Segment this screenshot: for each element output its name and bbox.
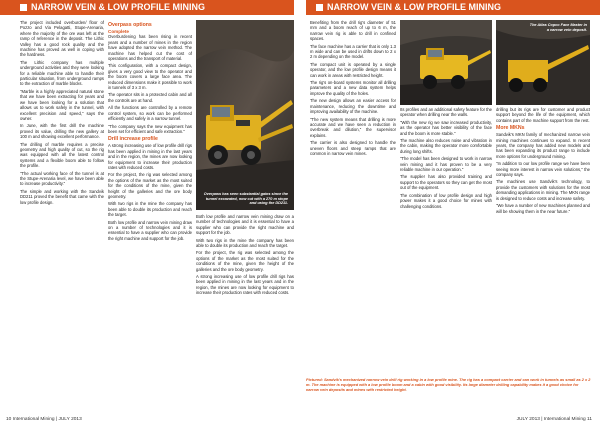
paragraph: For the project, the rig was selected among the options of the market as the most suited for the conditions of the mine, given the height of the galleries and the ore body geometry.: [196, 250, 294, 272]
drill-rig-illustration: [196, 20, 294, 210]
page-header-left: [0, 0, 294, 15]
drill-rig-photo-left: [196, 20, 294, 210]
paragraph: "We have a number of new machines planned and will be showing them in the near future.": [496, 203, 590, 214]
paragraph: A strong increasing use of low profile drill rigs has been applied in mining in the last years and in the region, the mines are now looking for equipment to increase their production rates with reduced costs.: [108, 143, 192, 170]
paragraph: The face machine has a carrier that is only 1.3 m wide and can be used in drifts down to 2 x 2 m depending on the model.: [310, 43, 396, 60]
paragraph: The carrier is also designed to handle the uneven floors and steep ramps that are common in narrow vein mines.: [310, 140, 396, 156]
paragraph: For the project, the rig was selected among the options of the market as the most suited for the conditions of the mine, given the height of the galleries and the ore body geometry.: [108, 172, 192, 199]
subheading: More MKNs: [496, 125, 525, 132]
right-column-3: [496, 107, 590, 375]
paragraph: The simple and working with the Sandvik DD211 proved the benefit that came with the low profile design.: [20, 188, 104, 205]
subheading: Drill increase profile: [108, 136, 158, 143]
paragraph: "In addition to our low profile range we have been seeing more interest in narrow vein solutions," the company says.: [496, 161, 590, 178]
paragraph: The machine also reduces noise and vibration in the cabin, making the operator more comfortable during long shifts.: [400, 138, 492, 154]
subheading: Overpass options: [108, 22, 152, 28]
paragraph: A strong increasing use of low profile drill rigs has been applied in mining in the last years and in the region, the mines are now looking for equipment to increase their production rates with reduced costs.: [196, 274, 294, 296]
right-column-2: [400, 107, 492, 375]
header-title-right: NARROW VEIN & LOW PROFILE MINING: [327, 2, 501, 12]
paragraph: The new design allows an easier access for maintenance, reducing the downtime and improving availability of the machine.: [310, 98, 396, 115]
left-column-1: [20, 20, 104, 410]
paragraph: The compact unit is operated by a single operator, and the low profile design means it can work in areas with restricted height.: [310, 61, 396, 78]
face-master-illustration: [400, 20, 492, 105]
paragraph: "Marble is a highly appreciated natural stone that we have been extracting for years and we have been looking for a solution that allows us to work safely in the tunnel, with excellent precision and speed," says the owner.: [20, 88, 104, 121]
page-header-right: [306, 0, 600, 15]
paragraph: This configuration, with a compact design, gives a very good view to the operator and the boom covers a large face area. The reduced dimensions make it possible to work in tunnels of 3 x 3 m.: [108, 63, 192, 91]
drill-rig-photo-right-2: [496, 20, 590, 105]
paragraph: drilling but its rigs are for customer and product support beyond the life of the equipment, which contains part of the machine support from the rest.: [496, 107, 590, 123]
right-column-1: [310, 20, 396, 375]
footer-right: JULY 2013 | International Mining 11: [516, 417, 592, 422]
header-square-icon: [20, 4, 27, 11]
paragraph: The machines use Sandvik's technology, to provide the customers with solutions for the most demanding applications in mining. The MKN range is designed to reduce costs and increase safety.: [496, 179, 590, 201]
paragraph: The drilling of marble requires a precise geometry and high quality of cut, so the rig was equipped with all the latest control systems and a flexible boom able to follow the profile.: [20, 141, 104, 169]
bottom-caption: Pictured: Sandvik's mechanized narrow vein drill rig working in a low profile mine. The rig has a compact carrier and can work in tunnels as small as 2 x 2 m. The machine is equipped with a low profile boom and a cabin with good visibility. Its large diameter drilling capability makes it a good choice for narrow vein deposits and mines with restricted height.: [306, 377, 591, 392]
paragraph: With two rigs in the mine the company has been able to double its production and reach the target.: [196, 237, 294, 249]
header-square-icon: [316, 4, 323, 11]
photo-caption-left: Overpass has seen substantial gains since the tunnel excavated, now cut with a 270 m stope and using the DD211.: [203, 192, 288, 206]
paragraph: The supplier has also provided training and support to the operators so they can get the most out of the equipment.: [400, 174, 492, 191]
left-column-2: [108, 20, 192, 410]
paragraph: All the functions are controlled by a remote control system, so work can be performed efficiently and safely in a narrow tunnel.: [108, 105, 192, 122]
paragraph: In June, with the first drill the machine proved its value, drilling the new gallery at 100 m and showing excellent performance.: [20, 123, 104, 140]
header-title-left: NARROW VEIN & LOW PROFILE MINING: [31, 2, 205, 12]
paragraph: "The actual working face of the tunnel is at the Stupe-Arenaria level, we have been able to increase productivity.": [20, 170, 104, 187]
paragraph: "The new system means that drilling is more accurate and we have seen a reduction in overbreak and dilution," the supervisor explains.: [310, 116, 396, 138]
photo-caption-right: The Atlas Copco Face Master in a narrow vein deposit.: [529, 23, 587, 32]
paragraph: "The company says the new equipment has been set for efficient and safe extraction.": [108, 123, 192, 134]
paragraph: The rig's on-board systems monitor all drilling parameters and a new data system helps improve the quality of the holes.: [310, 80, 396, 96]
paragraph: With two rigs in the mine the company has been able to double its production and reach the target.: [108, 201, 192, 218]
paragraph: The operator sits in a protected cabin and all the controls are at hand.: [108, 92, 192, 103]
paragraph: Sandvik's MKN family of mechanized narrow vein mining machines continues to expand. In recent years, the company has added new models and has been expanding its product range to include more options for underground mining.: [496, 132, 590, 159]
paragraph: "With the new rig we saw increased productivity, as the operator has better visibility of the face and the boom is more stable.": [400, 119, 492, 136]
paragraph: Its profiles and an additional safety feature for the operator when drilling near the walls.: [400, 107, 492, 118]
left-column-3-continued: [196, 214, 294, 410]
page-gutter: [294, 0, 306, 425]
subheading-small: Complete: [108, 29, 129, 34]
paragraph: Both low profile and narrow vein mining draw on a number of technologies and it is essential to have a supplier who can provide the right machine and support for the job.: [196, 214, 294, 236]
paragraph: The combination of low profile design and high power makes it a good choice for mines with challenging conditions.: [400, 192, 492, 209]
paragraph: "The model has been designed to work in narrow vein mining and it has proven to be a very reliable machine in our operation.": [400, 156, 492, 173]
narrow-vein-illustration: [496, 20, 590, 105]
footer-left: 10 International Mining | JULY 2013: [6, 417, 82, 422]
paragraph: Benefiting from the drill rig's diameter of 51 mm and a boom reach of up to 6 m, the narrow vein rig is able to drill in confined spaces.: [310, 20, 396, 42]
paragraph: Overburdening has been rising in recent years and a number of mines in the region have adopted the narrow vein method. The machine has helped cut the cost of operations and the transport of material.: [108, 34, 192, 62]
paragraph: Both low profile and narrow vein mining draw on a number of technologies and it is essential to have a supplier who can provide the right machine and support for the job.: [108, 219, 192, 241]
paragraph: The Lithic company has multiple underground activities and they were looking for a reliable machine able to handle their particular situation, from underground ramps to the extraction of marble blocks.: [20, 59, 104, 87]
drill-rig-photo-right: [400, 20, 492, 105]
paragraph: The project included overburden/ floor of Pozzo and Via Pelagatti, Stupe-Arenaria, where the majority of the ore was left at the ramp of reference in the deposit. The Lithic Valley has a good rock quality and the machine has proved as well in coping with the hardness.: [20, 20, 104, 58]
